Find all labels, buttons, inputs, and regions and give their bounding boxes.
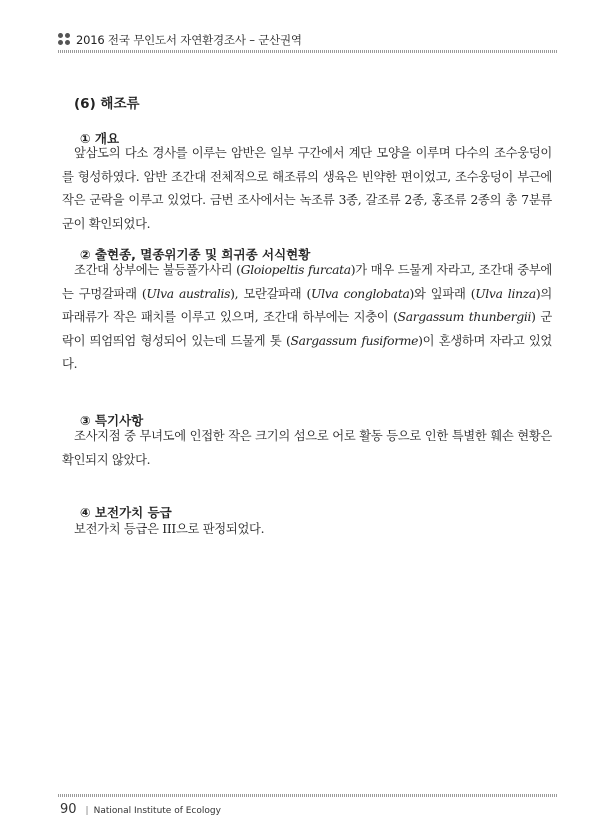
species-name: Ulva conglobata (311, 286, 410, 301)
running-header (58, 30, 558, 52)
page-number: 90 (60, 802, 77, 817)
footer-separator: | (85, 806, 89, 816)
subsection-notes-title: ③ 특기사항 (80, 413, 144, 428)
overview-paragraph: 앞삼도의 다소 경사를 이루는 암반은 일부 구간에서 계단 모양을 이루며 다수의 조수웅덩이를 형성하였다. 암반 조간대 전체적으로 해조류의 생육은 빈약한 편이었고, 조수웅덩이 부근에 작은 군락을 이루고 있었다. 금번 조사에서는 녹조류 3종, 갈조류 2종, 홍조류 2종의 총 7분류군이 확인되었다. (62, 146, 552, 231)
species-name: Sargassum fusiforme (290, 333, 419, 348)
subsection-value-title: ④ 보전가치 등급 (80, 505, 172, 520)
species-paragraph: 조간대 상부에는 불등풀가사리 (Gloiopeltis furcata)가 매우 드물게 자라고, 조간대 중부에는 구멍갈파래 (Ulva australis), 모란갈파래 (Ulva conglobata)와 잎파래 (Ulva linza)의 파래류가 작은 패치를 이루고 있으며, 조간대 하부에는 지충이 (Sargassum thunbergii) 군락이 띄엄띄엄 형성되어 있는데 드물게 톳 (Sargassum fusiforme)이 혼생하며 자라고 있었다. (62, 263, 553, 371)
species-name: Ulva australis (146, 286, 231, 301)
header-dots-icon (58, 33, 72, 47)
header-title: 2016 전국 무인도서 자연환경조사 – 군산권역 (76, 33, 302, 47)
page-footer (60, 802, 221, 817)
subsection-overview-title: ① 개요 (80, 131, 120, 146)
section-title: (6) 해조류 (74, 96, 140, 112)
value-paragraph: 보전가치 등급은 III으로 판정되었다. (74, 522, 265, 536)
header-rule (58, 50, 558, 53)
notes-paragraph: 조사지점 중 무녀도에 인접한 작은 크기의 섬으로 어로 활동 등으로 인한 특별한 훼손 현황은 확인되지 않았다. (62, 429, 552, 467)
subsection-species-title: ② 출현종, 멸종위기종 및 희귀종 서식현황 (80, 247, 311, 262)
footer-org: National Institute of Ecology (93, 806, 221, 816)
species-name: Sargassum thunbergii (397, 310, 532, 324)
footer-rule (58, 794, 558, 797)
species-name: Gloiopeltis furcata (240, 263, 351, 277)
species-name: Ulva linza (475, 286, 536, 301)
